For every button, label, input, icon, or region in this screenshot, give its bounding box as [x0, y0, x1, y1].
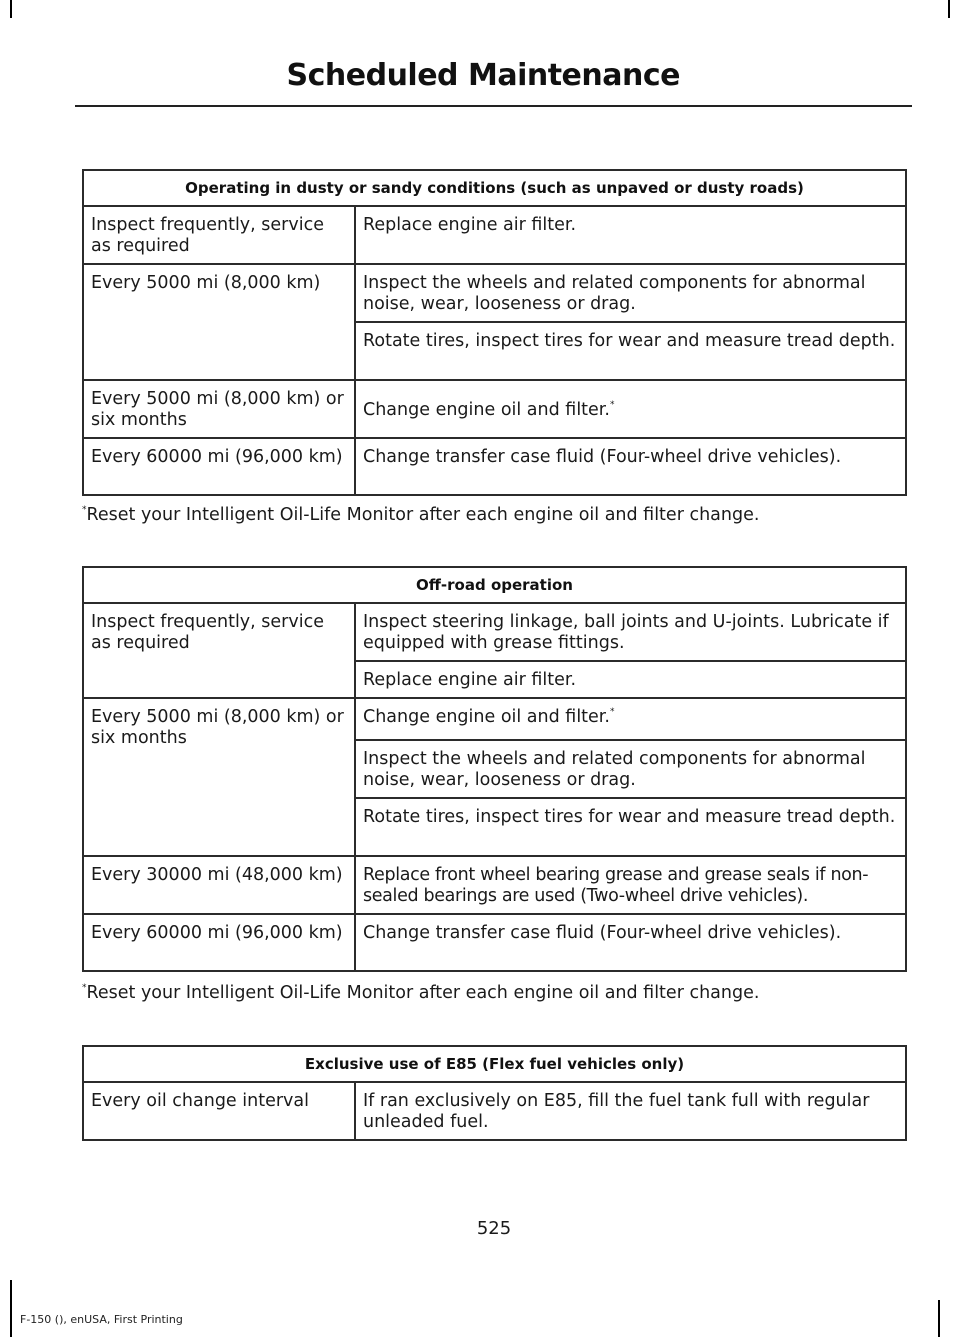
- task-cell: Inspect steering linkage, ball joints and U-joints. Lubricate if equipped with grease fittings.: [355, 603, 906, 661]
- footnote-text: Reset your Intelligent Oil-Life Monitor after each engine oil and filter change.: [86, 983, 760, 1003]
- interval-cell: Inspect frequently, service as required: [83, 603, 355, 698]
- table-header: Exclusive use of E85 (Flex fuel vehicles only): [83, 1046, 906, 1082]
- footnote-text: Reset your Intelligent Oil-Life Monitor after each engine oil and filter change.: [86, 505, 760, 525]
- crop-mark-top-right: [948, 0, 950, 18]
- interval-cell: Inspect frequently, service as required: [83, 206, 355, 264]
- task-cell: Rotate tires, inspect tires for wear and measure tread depth.: [355, 322, 906, 380]
- task-cell: Change transfer case fluid (Four-wheel drive vehicles).: [355, 914, 906, 971]
- task-cell: Replace front wheel bearing grease and grease seals if non-sealed bearings are used (Two-wheel drive vehicles).: [355, 856, 906, 914]
- task-cell: Replace engine air filter.: [355, 206, 906, 264]
- task-cell: Replace engine air filter.: [355, 661, 906, 698]
- task-cell: Inspect the wheels and related components for abnormal noise, wear, looseness or drag.: [355, 264, 906, 322]
- dusty-conditions-table: [82, 169, 907, 496]
- footnote-marker: *: [609, 399, 615, 410]
- crop-mark-bottom-left: [10, 1280, 12, 1337]
- footnote-marker: *: [82, 505, 87, 515]
- print-info: F-150 (), enUSA, First Printing: [20, 1313, 183, 1326]
- interval-cell: Every 30000 mi (48,000 km): [83, 856, 355, 914]
- footnote: [82, 983, 759, 1003]
- table-header: Operating in dusty or sandy conditions (such as unpaved or dusty roads): [83, 170, 906, 206]
- page-title: Scheduled Maintenance: [286, 58, 680, 93]
- footnote: [82, 505, 759, 525]
- task-cell: [355, 698, 906, 740]
- e85-table: [82, 1045, 907, 1141]
- task-cell: Rotate tires, inspect tires for wear and measure tread depth.: [355, 798, 906, 856]
- task-text: Change engine oil and filter.: [363, 707, 610, 727]
- interval-cell: Every 60000 mi (96,000 km): [83, 438, 355, 495]
- title-divider: [75, 105, 912, 107]
- task-cell: Change transfer case fluid (Four-wheel drive vehicles).: [355, 438, 906, 495]
- table-header: Off-road operation: [83, 567, 906, 603]
- interval-cell: Every 5000 mi (8,000 km) or six months: [83, 380, 355, 438]
- page-number: 525: [476, 1218, 512, 1239]
- crop-mark-top-left: [10, 0, 12, 18]
- task-cell: [355, 380, 906, 438]
- task-cell: Inspect the wheels and related components for abnormal noise, wear, looseness or drag.: [355, 740, 906, 798]
- interval-cell: Every oil change interval: [83, 1082, 355, 1140]
- footnote-marker: *: [82, 983, 87, 993]
- interval-cell: Every 5000 mi (8,000 km): [83, 264, 355, 380]
- footnote-marker: *: [609, 707, 615, 717]
- crop-mark-bottom-right: [938, 1300, 940, 1337]
- task-cell: If ran exclusively on E85, fill the fuel tank full with regular unleaded fuel.: [355, 1082, 906, 1140]
- interval-cell: Every 60000 mi (96,000 km): [83, 914, 355, 971]
- interval-cell: Every 5000 mi (8,000 km) or six months: [83, 698, 355, 856]
- task-text: Change engine oil and filter.: [363, 399, 610, 420]
- off-road-table: [82, 566, 907, 972]
